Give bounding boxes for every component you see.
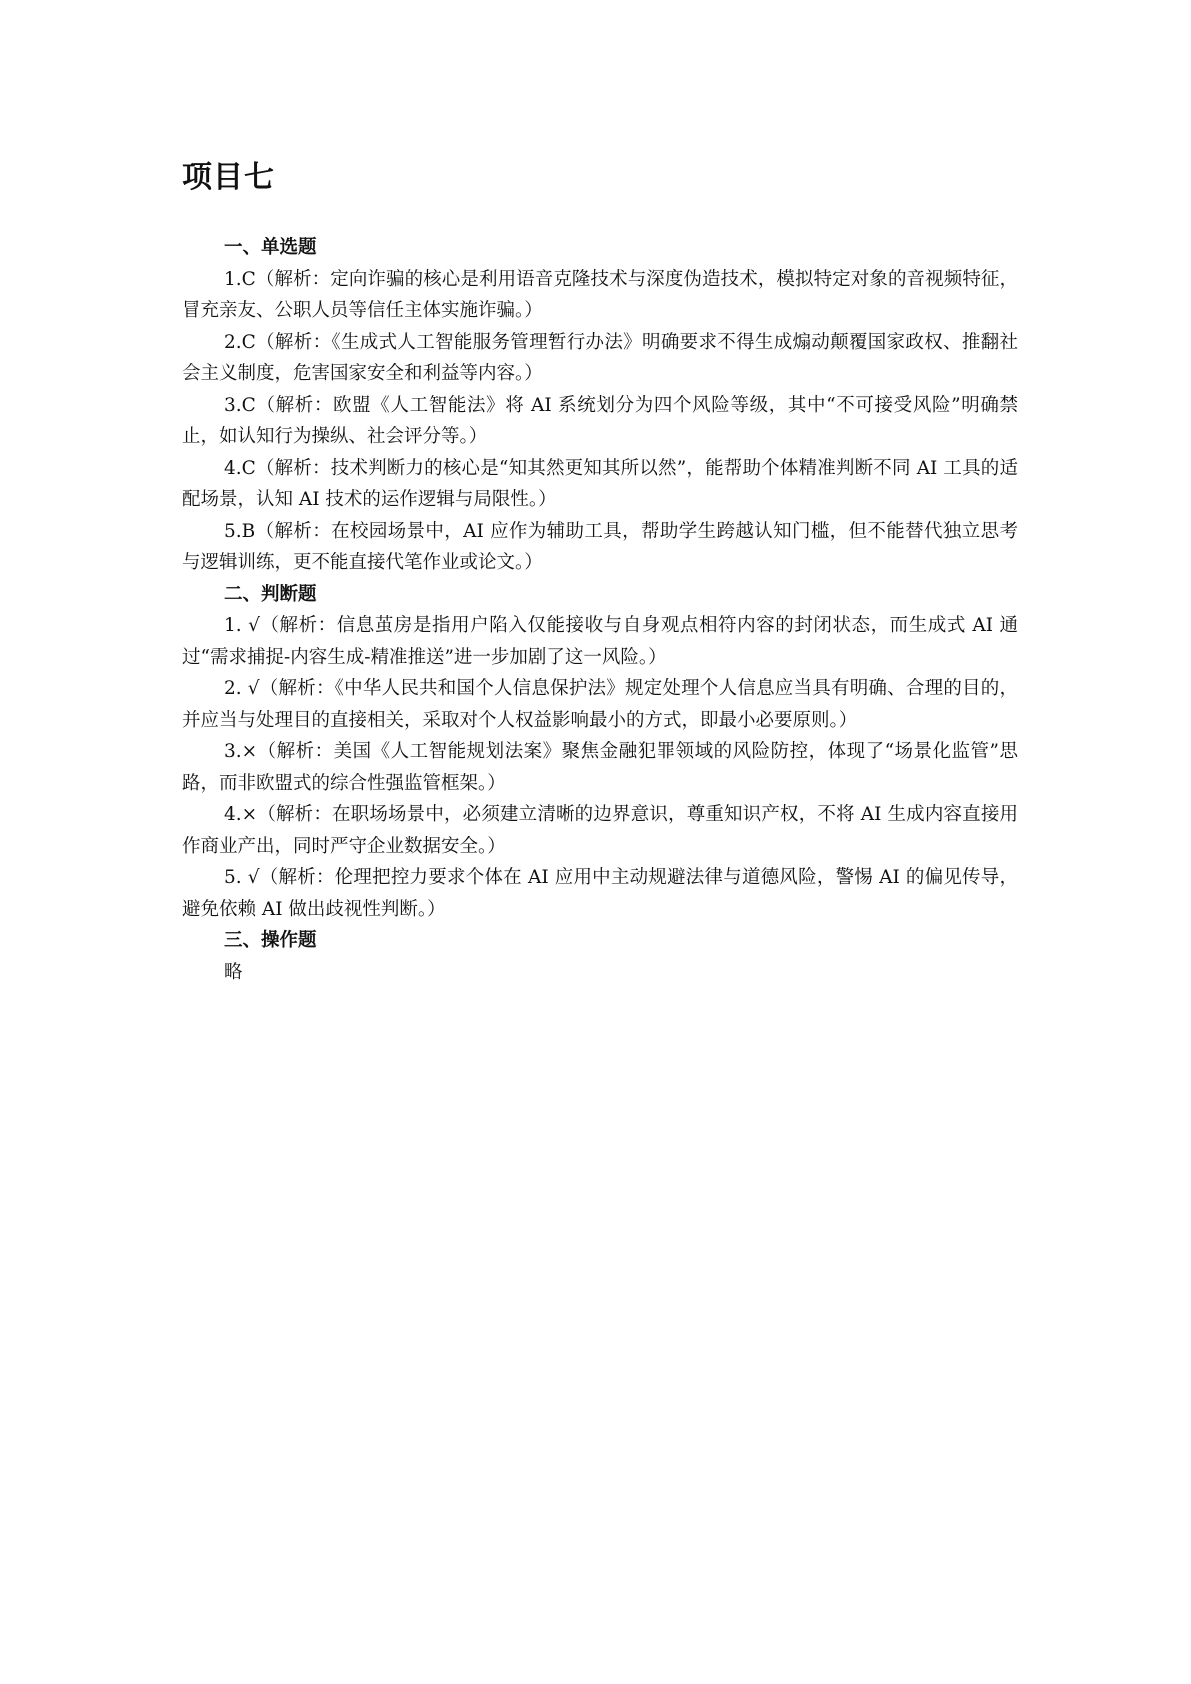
answer-item: 2. √（解析：《中华人民共和国个人信息保护法》规定处理个人信息应当具有明确、合理的目的，并应当与处理目的直接相关，采取对个人权益影响最小的方式，即最小必要原则。）: [182, 678, 1018, 731]
section-heading: 一、单选题: [224, 237, 317, 258]
document-title: 项目七: [182, 160, 275, 195]
section-heading: 三、操作题: [224, 930, 317, 951]
answer-item: 1. √（解析：信息茧房是指用户陷入仅能接收与自身观点相符内容的封闭状态，而生成式 AI 通过“需求捕捉-内容生成-精准推送”进一步加剧了这一风险。）: [182, 615, 1018, 668]
answer-item: 2.C（解析：《生成式人工智能服务管理暂行办法》明确要求不得生成煽动颠覆国家政权、推翻社会主义制度，危害国家安全和利益等内容。）: [182, 331, 1018, 384]
section-single-choice: [182, 232, 1018, 579]
answer-item: 4.×（解析：在职场场景中，必须建立清晰的边界意识，尊重知识产权，不将 AI 生成内容直接用作商业产出，同时严守企业数据安全。）: [182, 804, 1018, 857]
section-true-false: [182, 579, 1018, 926]
answer-item: 3.C（解析：欧盟《人工智能法》将 AI 系统划分为四个风险等级，其中“不可接受风险”明确禁止，如认知行为操纵、社会评分等。）: [182, 394, 1018, 447]
section-heading: 二、判断题: [224, 583, 317, 605]
omitted-note: 略: [224, 961, 243, 983]
answer-item: 1.C（解析：定向诈骗的核心是利用语音克隆技术与深度伪造技术，模拟特定对象的音视频特征，冒充亲友、公职人员等信任主体实施诈骗。）: [182, 268, 1018, 321]
answer-item: 5.B（解析：在校园场景中，AI 应作为辅助工具，帮助学生跨越认知门槛，但不能替代独立思考与逻辑训练，更不能直接代笔作业或论文。）: [182, 520, 1018, 573]
section-practical: [182, 925, 1018, 988]
answer-item: 5. √（解析：伦理把控力要求个体在 AI 应用中主动规避法律与道德风险，警惕 AI 的偏见传导，避免依赖 AI 做出歧视性判断。）: [182, 867, 1018, 920]
answer-item: 3.×（解析：美国《人工智能规划法案》聚焦金融犯罪领域的风险防控，体现了“场景化监管”思路，而非欧盟式的综合性强监管框架。）: [182, 741, 1018, 794]
document-body: [182, 232, 1018, 988]
answer-item: 4.C（解析：技术判断力的核心是“知其然更知其所以然”，能帮助个体精准判断不同 AI 工具的适配场景，认知 AI 技术的运作逻辑与局限性。）: [182, 457, 1018, 510]
